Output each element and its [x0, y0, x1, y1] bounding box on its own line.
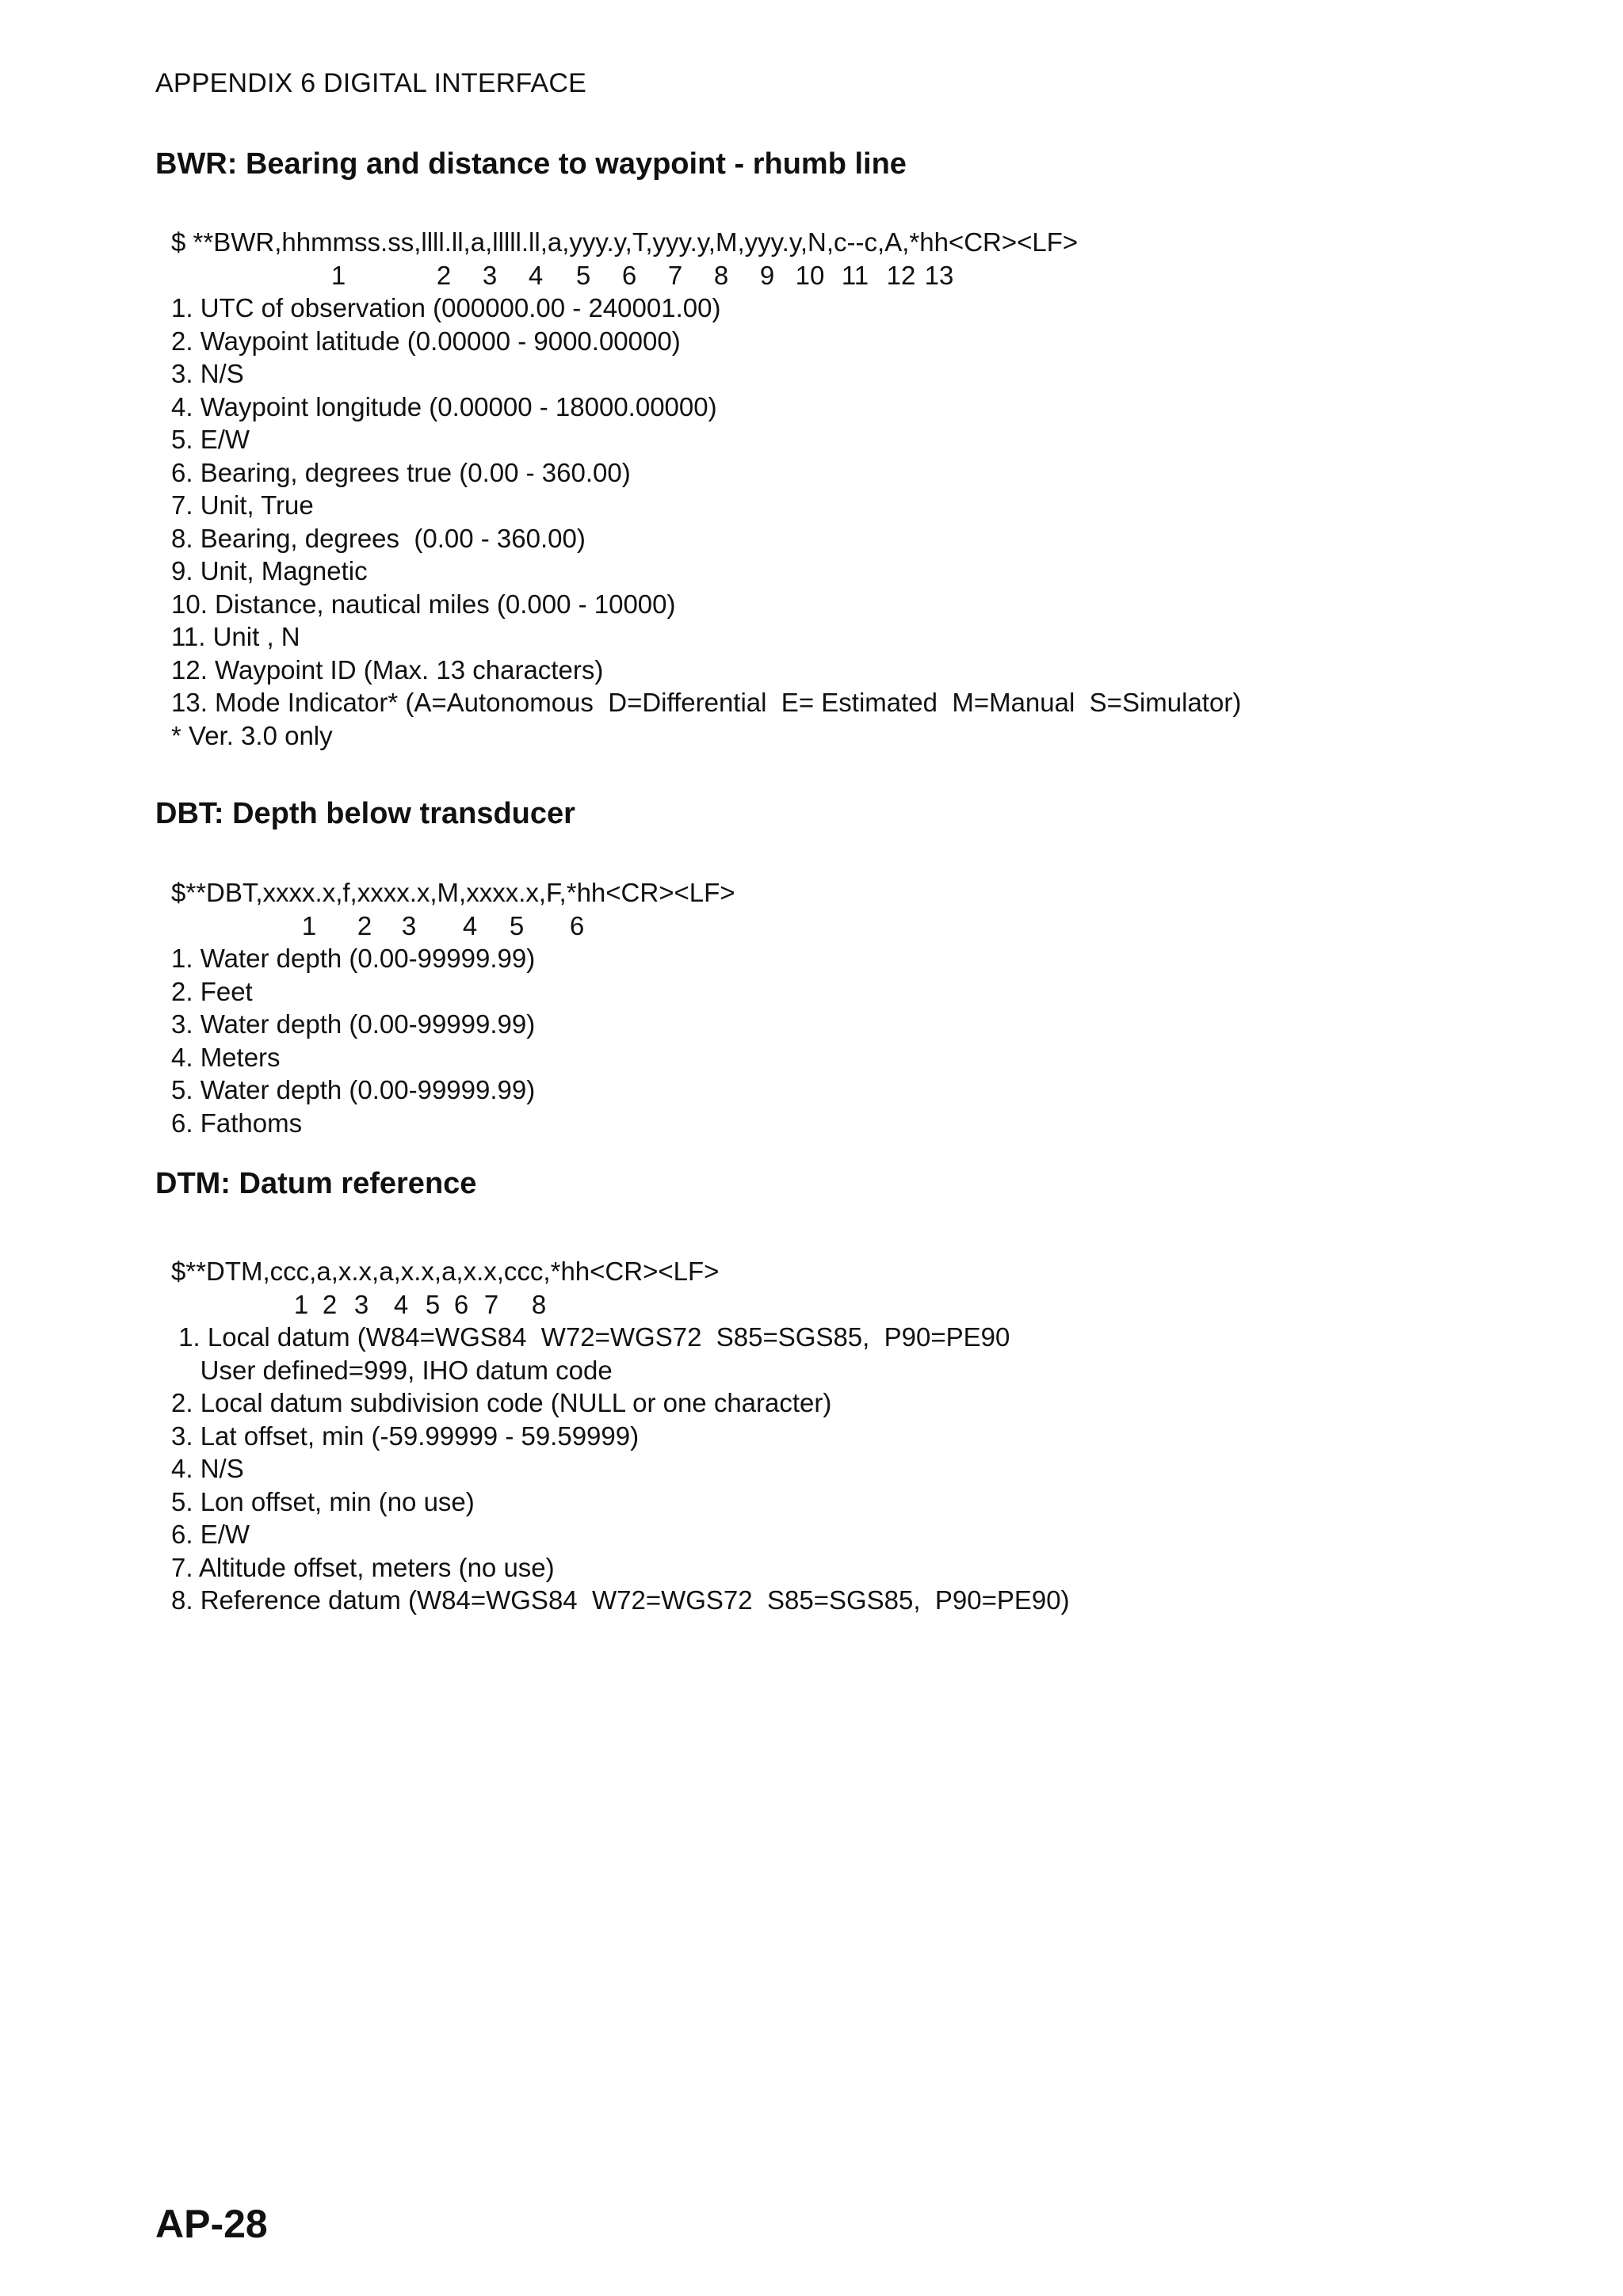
list-item: 6. E/W — [171, 1520, 250, 1549]
list-item: 6. Fathoms — [171, 1108, 303, 1138]
field-number: 4 — [528, 260, 544, 290]
list-item: 5. Lon offset, min (no use) — [171, 1486, 475, 1516]
list-item: 1. UTC of observation (000000.00 - 240001.00) — [171, 293, 721, 322]
field-number: 4 — [462, 910, 478, 940]
field-number: 9 — [759, 260, 775, 290]
list-item: 4. Meters — [171, 1042, 281, 1072]
list-item: 4. Waypoint longitude (0.00000 - 18000.00000) — [171, 391, 717, 421]
section-bwr-title-wrap — [155, 147, 1566, 181]
section-dtm-body — [171, 1255, 1582, 1617]
list-item: 10. Distance, nautical miles (0.000 - 10000) — [171, 589, 676, 619]
section-title-dtm: DTM: Datum reference — [155, 1167, 477, 1200]
field-number: 3 — [482, 260, 498, 290]
field-number: 1 — [293, 1289, 309, 1319]
sentence-format-dbt: $**DBT,xxxx.x,f,xxxx.x,M,xxxx.x,F,*hh<CR><LF> — [171, 878, 735, 907]
section-dbt-title-wrap — [155, 796, 1566, 831]
section-dbt-body — [171, 876, 1582, 1139]
list-item: 11. Unit , N — [171, 622, 300, 651]
field-number: 3 — [401, 910, 417, 940]
list-item: 2. Feet — [171, 976, 253, 1006]
field-number: 7 — [667, 260, 683, 290]
field-number: 8 — [531, 1289, 547, 1319]
field-number: 2 — [436, 260, 452, 290]
field-number: 4 — [393, 1289, 409, 1319]
list-item: 7. Unit, True — [171, 490, 314, 520]
sentence-format-dtm: $**DTM,ccc,a,x.x,a,x.x,a,x.x,ccc,*hh<CR><LF> — [171, 1257, 720, 1286]
field-number: 1 — [301, 910, 317, 940]
list-item: 1. Water depth (0.00-99999.99) — [171, 944, 536, 973]
field-number: 2 — [357, 910, 372, 940]
list-item: 2. Waypoint latitude (0.00000 - 9000.00000) — [171, 326, 681, 356]
list-item: 6. Bearing, degrees true (0.00 - 360.00) — [171, 457, 631, 487]
page-number: AP-28 — [155, 2202, 268, 2246]
field-number: 8 — [713, 260, 729, 290]
field-number: 6 — [453, 1289, 469, 1319]
sentence-format-bwr: $ **BWR,hhmmss.ss,llll.ll,a,lllll.ll,a,yyy.y,T,yyy.y,M,yyy.y,N,c--c,A,*hh<CR><LF> — [171, 227, 1079, 257]
list-item: 5. Water depth (0.00-99999.99) — [171, 1075, 536, 1104]
footnote: * Ver. 3.0 only — [171, 720, 333, 750]
field-number: 10 — [795, 260, 825, 290]
list-item: 9. Unit, Magnetic — [171, 556, 368, 585]
list-item: 5. E/W — [171, 425, 250, 454]
list-item: 2. Local datum subdivision code (NULL or one character) — [171, 1388, 832, 1417]
list-item: 3. Water depth (0.00-99999.99) — [171, 1009, 536, 1039]
list-item: 12. Waypoint ID (Max. 13 characters) — [171, 654, 604, 685]
field-numbers-dtm — [171, 1288, 1582, 1322]
field-number: 13 — [924, 260, 954, 290]
field-numbers-bwr — [171, 259, 1582, 292]
list-item: 13. Mode Indicator* (A=Autonomous D=Differential E= Estimated M=Manual S=Simulator) — [171, 688, 1242, 717]
list-item: 3. Lat offset, min (-59.99999 - 59.59999) — [171, 1421, 640, 1451]
list-item: 8. Reference datum (W84=WGS84 W72=WGS72 S85=SGS85, P90=PE90) — [171, 1585, 1070, 1615]
field-number: 3 — [353, 1289, 369, 1319]
field-number: 6 — [621, 260, 637, 290]
field-numbers-dbt — [171, 910, 1582, 943]
page-header: APPENDIX 6 DIGITAL INTERFACE — [155, 68, 587, 98]
field-number: 6 — [569, 910, 585, 940]
field-number: 5 — [509, 910, 525, 940]
section-title-dbt: DBT: Depth below transducer — [155, 797, 575, 830]
field-number: 1 — [330, 260, 346, 290]
list-item: User defined=999, IHO datum code — [171, 1355, 613, 1385]
field-number: 2 — [322, 1289, 338, 1319]
list-item: 3. N/S — [171, 359, 244, 388]
field-number: 5 — [425, 1289, 441, 1319]
section-bwr-body — [171, 226, 1582, 752]
field-number: 5 — [575, 260, 591, 290]
list-item: 8. Bearing, degrees (0.00 - 360.00) — [171, 523, 586, 553]
field-number: 11 — [841, 260, 869, 290]
field-number: 7 — [483, 1289, 499, 1319]
list-item: 1. Local datum (W84=WGS84 W72=WGS72 S85=SGS85, P90=PE90 — [171, 1322, 1010, 1352]
list-item: 4. N/S — [171, 1454, 244, 1483]
section-title-bwr: BWR: Bearing and distance to waypoint - rhumb line — [155, 147, 907, 181]
list-item: 7. Altitude offset, meters (no use) — [171, 1552, 555, 1582]
field-number: 12 — [886, 260, 916, 290]
section-dtm-title-wrap — [155, 1166, 1566, 1201]
